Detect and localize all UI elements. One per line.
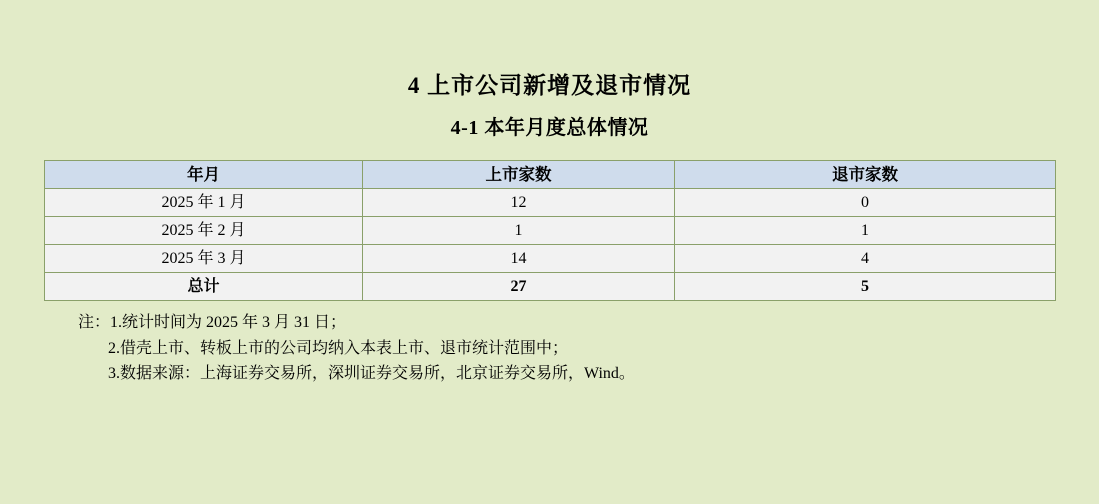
- section-subtitle: 4-1 本年月度总体情况: [450, 116, 649, 139]
- cell-listed: 14: [363, 244, 675, 272]
- note-line-3: 3.数据来源：上海证券交易所，深圳证券交易所，北京证券交易所，Wind。: [108, 365, 635, 383]
- column-header-month: 年月: [45, 160, 363, 188]
- cell-month: 2025 年 3 月: [45, 244, 363, 272]
- cell-delisted: 4: [675, 244, 1056, 272]
- cell-total-listed: 27: [363, 272, 675, 300]
- note-line-2: 2.借壳上市、转板上市的公司均纳入本表上市、退市统计范围中；: [108, 339, 569, 357]
- column-header-listed-count: 上市家数: [363, 160, 675, 188]
- document-page: [0, 72, 1099, 504]
- column-header-delisted-count: 退市家数: [675, 160, 1056, 188]
- note-line-1: 注：1.统计时间为 2025 年 3 月 31 日；: [78, 313, 347, 331]
- cell-listed: 1: [363, 216, 675, 244]
- page-title: 4 上市公司新增及退市情况: [407, 73, 692, 98]
- table-total-row: [45, 272, 1056, 300]
- cell-delisted: 0: [675, 188, 1056, 216]
- table-row: [45, 244, 1056, 272]
- table-row: [45, 216, 1056, 244]
- cell-total-delisted: 5: [675, 272, 1056, 300]
- table-notes: [0, 310, 1099, 388]
- cell-listed: 12: [363, 188, 675, 216]
- cell-month: 2025 年 1 月: [45, 188, 363, 216]
- statistics-table: [44, 160, 1056, 301]
- table-header-row: [45, 160, 1056, 188]
- cell-total-label: 总计: [45, 272, 363, 300]
- table-body: [45, 188, 1056, 300]
- table-row: [45, 188, 1056, 216]
- cell-month: 2025 年 2 月: [45, 216, 363, 244]
- cell-delisted: 1: [675, 216, 1056, 244]
- table-header: [45, 160, 1056, 188]
- statistics-table-container: [44, 160, 1055, 301]
